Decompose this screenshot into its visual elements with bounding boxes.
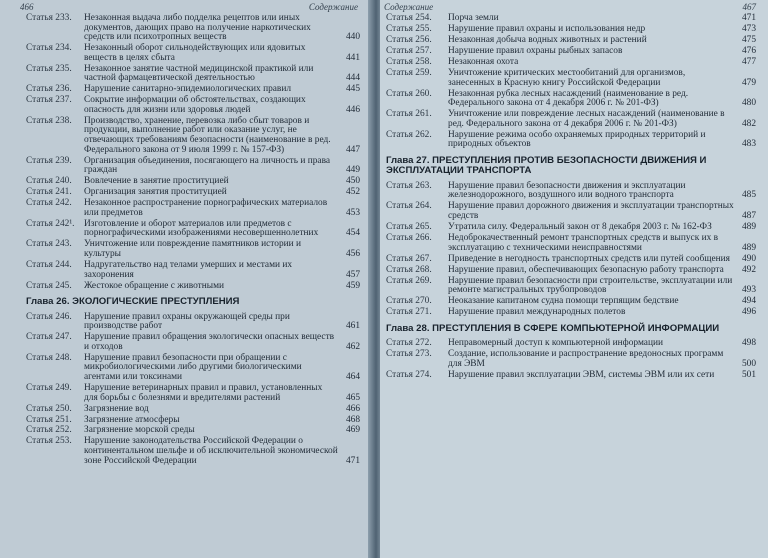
page-ref: 471: [345, 455, 360, 466]
page-ref: 462: [345, 341, 360, 352]
page-ref: 440: [345, 32, 360, 43]
page-ref: 479: [741, 77, 756, 88]
article-title: Нарушение санитарно-эпидемиологических правил: [84, 84, 292, 95]
article-title: Нарушение правил международных полетов: [448, 307, 626, 318]
article-label: Статья 268.: [386, 264, 432, 275]
article-title: Приведение в негодность транспортных средств или путей сообщения: [448, 253, 730, 264]
article-label: Статья 273.: [386, 349, 432, 360]
article-label: Статья 252.: [26, 425, 72, 436]
article-label: Статья 263.: [386, 180, 432, 191]
toc-entry: [26, 157, 360, 176]
page-ref: 480: [741, 98, 756, 109]
toc-entry: [386, 255, 756, 265]
page-ref: 445: [345, 84, 360, 95]
article-label: Статья 244.: [26, 259, 72, 270]
article-title: Незаконное занятие частной медицинской практикой или частной фармацевтической деятельностью: [84, 63, 314, 84]
page-ref: 490: [741, 253, 756, 264]
page-ref: 441: [345, 52, 360, 63]
toc-entry: [386, 297, 756, 307]
toc-entry: [386, 339, 756, 349]
article-title: Нарушение правил дорожного движения и эксплуатации транспортных средств: [448, 201, 734, 222]
article-label: Статья 264.: [386, 201, 432, 212]
page-ref: 492: [741, 264, 756, 275]
page-ref: 498: [741, 338, 756, 349]
article-title: Надругательство над телами умерших и местами их захоронения: [84, 259, 293, 280]
article-label: Статья 256.: [386, 34, 432, 45]
toc-entry: [386, 234, 756, 253]
article-label: Статья 267.: [386, 253, 432, 264]
article-title: Незаконная рубка лесных насаждений (наименование в ред. Федерального закона от 4 декабря 2006 г. № 201-ФЗ): [448, 88, 689, 109]
toc-entry: [386, 371, 756, 381]
article-title: Изготовление и оборот материалов или предметов с порнографическими изображениями несовершеннолетних: [84, 218, 319, 239]
article-title: Загрязнение вод: [84, 403, 149, 414]
article-label: Статья 241.: [26, 187, 72, 198]
article-title: Нарушение правил безопасности движения и эксплуатации железнодорожного, воздушного или водного транспорта: [448, 180, 686, 201]
article-label: Статья 257.: [386, 45, 432, 56]
article-label: Статья 243.: [26, 239, 72, 250]
running-title: Содержание: [384, 2, 434, 12]
page-ref: 444: [345, 73, 360, 84]
article-label: Статья 238.: [26, 115, 72, 126]
page-ref: 459: [345, 280, 360, 291]
toc-entry: [386, 308, 756, 318]
article-label: Статья 261.: [386, 109, 432, 120]
article-label: Статья 249.: [26, 382, 72, 393]
article-label: Статья 255.: [386, 23, 432, 34]
toc-entry: [26, 117, 360, 155]
toc-entry: [26, 240, 360, 259]
page-ref: 487: [741, 211, 756, 222]
article-title: Утратила силу. Федеральный закон от 8 декабря 2003 г. № 162-ФЗ: [448, 222, 712, 232]
toc-entry: [26, 220, 360, 239]
article-title: Жестокое обращение с животными: [84, 280, 225, 291]
page-ref: 489: [741, 242, 756, 253]
article-label: Статья 236.: [26, 84, 72, 95]
article-title: Уничтожение или повреждение памятников истории и культуры: [84, 239, 302, 259]
running-title: Содержание: [308, 2, 358, 12]
article-label: Статья 269.: [386, 275, 432, 286]
toc-entry: [386, 277, 756, 296]
toc-entry: [386, 182, 756, 201]
page-ref: 466: [345, 403, 360, 414]
article-title: Сокрытие информации об обстоятельствах, создающих опасность для жизни или здоровья людей: [84, 95, 306, 115]
toc-entry: [26, 437, 360, 466]
right-page: [380, 0, 768, 558]
page-ref: 454: [345, 228, 360, 239]
page-ref: 494: [741, 296, 756, 307]
toc-entry: [26, 313, 360, 332]
page-ref: 473: [741, 23, 756, 34]
article-title: Нарушение правил обращения экологически опасных веществ и отходов: [84, 332, 335, 352]
article-label: Статья 245.: [26, 280, 72, 291]
page-ref: 493: [741, 285, 756, 296]
article-title: Недоброкачественный ремонт транспортных средств и выпуск их в эксплуатацию с техническими неисправностями: [448, 232, 719, 253]
article-label: Статья 270.: [386, 296, 432, 307]
toc-list: [386, 14, 756, 382]
article-label: Статья 251.: [26, 414, 72, 425]
page-ref: 457: [345, 269, 360, 280]
article-title: Нарушение правил охраны окружающей среды при производстве работ: [84, 311, 290, 332]
article-label: Статья 233.: [26, 13, 72, 23]
page-ref: 464: [345, 371, 360, 382]
page-ref: 489: [741, 222, 756, 232]
article-label: Статья 274.: [386, 369, 432, 380]
article-label: Статья 250.: [26, 403, 72, 414]
article-title: Нарушение режима особо охраняемых природных территорий и природных объектов: [448, 129, 706, 150]
toc-entry: [26, 261, 360, 280]
article-label: Статья 271.: [386, 307, 432, 318]
article-label: Статья 266.: [386, 232, 432, 243]
article-label: Статья 254.: [386, 13, 432, 23]
toc-entry: [26, 14, 360, 43]
chapter-heading: Глава 27. ПРЕСТУПЛЕНИЯ ПРОТИВ БЕЗОПАСНОСТИ ДВИЖЕНИЯ И ЭКСПЛУАТАЦИИ ТРАНСПОРТА: [386, 154, 707, 177]
toc-entry: [386, 202, 756, 221]
toc-entry: [26, 65, 360, 84]
toc-entry: [26, 177, 360, 187]
article-title: Вовлечение в занятие проституцией: [84, 176, 229, 187]
page-ref: 483: [741, 139, 756, 150]
article-label: Статья 234.: [26, 43, 72, 54]
article-label: Статья 235.: [26, 63, 72, 74]
toc-entry: [26, 384, 360, 403]
article-label: Статья 262.: [386, 129, 432, 140]
article-title: Организация занятия проституцией: [84, 187, 227, 198]
toc-entry: [26, 405, 360, 415]
toc-entry: [386, 350, 756, 369]
page-ref: 482: [741, 118, 756, 129]
toc-entry: [386, 25, 756, 35]
article-label: Статья 265.: [386, 222, 432, 232]
article-label: Статья 242¹.: [26, 218, 75, 229]
article-label: Статья 237.: [26, 95, 72, 106]
left-page: [0, 0, 372, 558]
article-label: Статья 253.: [26, 436, 72, 447]
toc-list: [26, 14, 360, 468]
page-ref: 453: [345, 207, 360, 218]
article-title: Незаконная добыча водных животных и растений: [448, 34, 647, 45]
article-title: Нарушение правил охраны рыбных запасов: [448, 45, 623, 56]
chapter-heading: Глава 26. ЭКОЛОГИЧЕСКИЕ ПРЕСТУПЛЕНИЯ: [26, 296, 240, 308]
article-title: Нарушение законодательства Российской Федерации о континентальном шельфе и об исключительной экономической зоне Российской Федерации: [84, 436, 338, 466]
article-label: Статья 272.: [386, 338, 432, 349]
page-ref: 456: [345, 248, 360, 259]
page-ref: 496: [741, 307, 756, 318]
article-label: Статья 239.: [26, 155, 72, 166]
article-title: Создание, использование и распространение вредоносных программ для ЭВМ: [448, 349, 724, 369]
page-ref: 447: [345, 144, 360, 155]
article-label: Статья 247.: [26, 332, 72, 343]
article-label: Статья 248.: [26, 352, 72, 363]
article-title: Производство, хранение, перевозка либо сбыт товаров и продукции, выполнение работ или оказание услуг, не отвечающих требованиям безопасности (наименование в ред. Федерального закона от 9 июля 1999 г. № 157-ФЗ): [84, 115, 331, 155]
article-label: Статья 258.: [386, 56, 432, 67]
page-ref: 446: [345, 104, 360, 115]
article-label: Статья 260.: [386, 88, 432, 99]
article-title: Незаконный оборот сильнодействующих или ядовитых веществ в целях сбыта: [84, 43, 306, 63]
toc-entry: [26, 333, 360, 352]
article-label: Статья 240.: [26, 176, 72, 187]
article-title: Уничтожение или повреждение лесных насаждений (наименование в ред. Федерального закона от 4 декабря 2006 г. № 201-ФЗ): [448, 109, 725, 129]
toc-entry: [386, 266, 756, 276]
article-title: Нарушение правил охраны и использования недр: [448, 23, 646, 34]
toc-entry: [26, 199, 360, 218]
article-title: Нарушение правил безопасности при обращении с микробиологическими либо другими биологическими агентами или токсинами: [84, 352, 302, 382]
page-ref: 485: [741, 190, 756, 201]
page-ref: 452: [345, 187, 360, 198]
toc-entry: [26, 426, 360, 436]
page-ref: 469: [345, 425, 360, 436]
page-ref: 468: [345, 414, 360, 425]
toc-entry: [26, 354, 360, 383]
toc-entry: [26, 44, 360, 63]
page-ref: 476: [741, 45, 756, 56]
article-title: Порча земли: [448, 13, 499, 23]
toc-entry: [26, 85, 360, 95]
chapter-heading: Глава 28. ПРЕСТУПЛЕНИЯ В СФЕРЕ КОМПЬЮТЕРНОЙ ИНФОРМАЦИИ: [386, 322, 720, 334]
article-title: Нарушение правил безопасности при строительстве, эксплуатации или ремонте магистральных трубопроводов: [448, 275, 733, 296]
article-title: Загрязнение атмосферы: [84, 414, 180, 425]
toc-entry: [386, 223, 756, 233]
article-title: Незаконное распространение порнографических материалов или предметов: [84, 198, 328, 218]
page-ref: 475: [741, 34, 756, 45]
toc-entry: [26, 96, 360, 115]
toc-entry: [386, 58, 756, 68]
toc-entry: [26, 188, 360, 198]
article-title: Нарушение правил, обеспечивающих безопасную работу транспорта: [448, 264, 724, 275]
toc-entry: [26, 282, 360, 292]
page-ref: 500: [741, 358, 756, 369]
page-ref: 450: [345, 176, 360, 187]
article-label: Статья 242.: [26, 198, 72, 209]
page-ref: 461: [345, 321, 360, 332]
article-title: Незаконная охота: [448, 56, 519, 67]
article-title: Уничтожение критических местообитаний для организмов, занесенных в Красную книгу Российской Федерации: [448, 67, 686, 88]
article-label: Статья 259.: [386, 67, 432, 78]
toc-entry: [26, 416, 360, 426]
toc-entry: [386, 131, 756, 150]
toc-entry: [386, 14, 756, 24]
page-ref: 471: [741, 13, 756, 23]
page-ref: 477: [741, 56, 756, 67]
page-ref: 465: [345, 392, 360, 403]
article-title: Незаконная выдача либо подделка рецептов или иных документов, дающих право на получение наркотических средств или психотропных веществ: [84, 13, 311, 43]
toc-entry: [386, 47, 756, 57]
article-title: Нарушение ветеринарных правил и правил, установленных для борьбы с болезнями и вредителями растений: [84, 382, 323, 403]
page-number: 467: [742, 2, 756, 12]
toc-entry: [386, 36, 756, 46]
page-ref: 449: [345, 165, 360, 176]
article-title: Загрязнение морской среды: [84, 425, 195, 436]
toc-entry: [386, 110, 756, 129]
page-number: 466: [20, 2, 34, 12]
page-ref: 501: [741, 369, 756, 380]
article-title: Неоказание капитаном судна помощи терпящим бедствие: [448, 296, 679, 307]
article-label: Статья 246.: [26, 311, 72, 322]
article-title: Неправомерный доступ к компьютерной информации: [448, 338, 664, 349]
article-title: Организация объединения, посягающего на личность и права граждан: [84, 155, 331, 176]
article-title: Нарушение правил эксплуатации ЭВМ, системы ЭВМ или их сети: [448, 369, 715, 380]
toc-entry: [386, 90, 756, 109]
toc-entry: [386, 69, 756, 88]
